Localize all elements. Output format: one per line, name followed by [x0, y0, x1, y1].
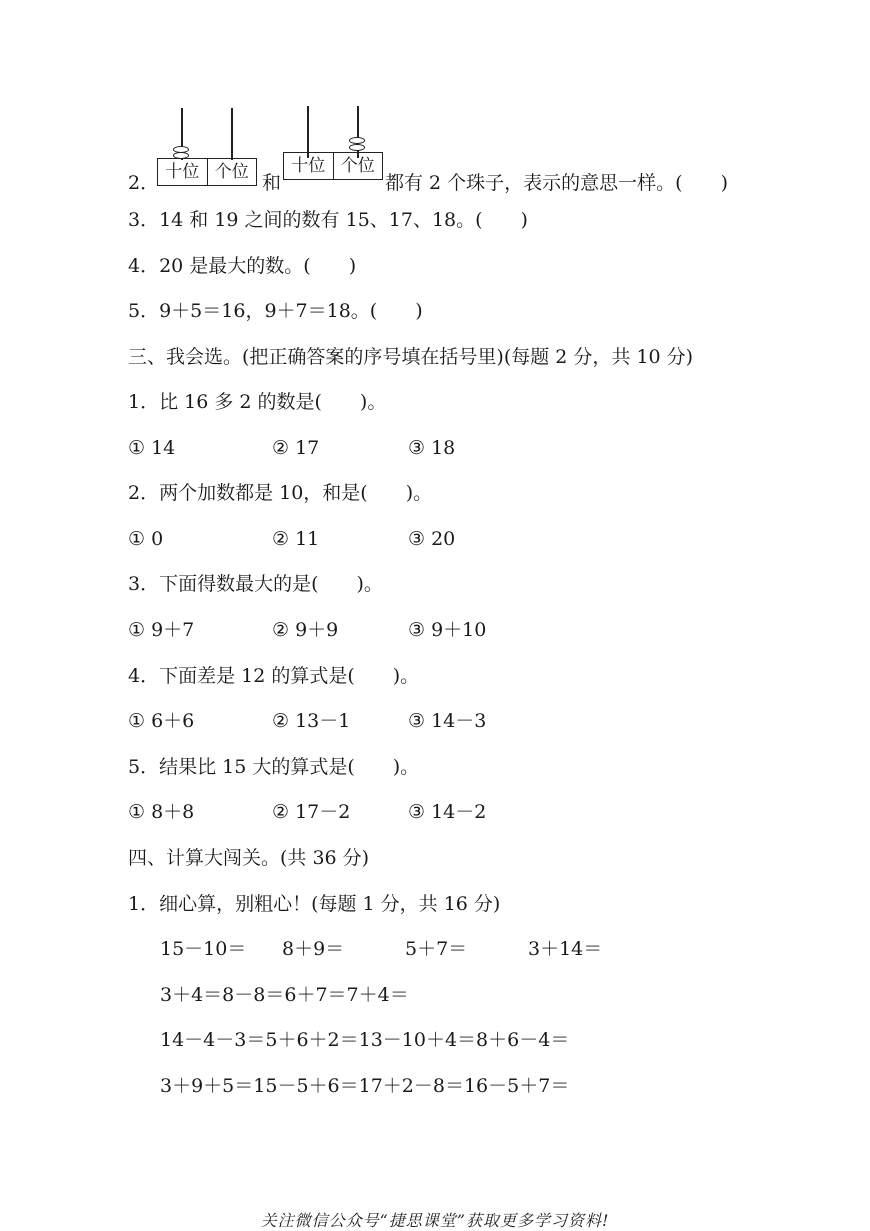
choice-q2: 2．两个加数都是 10，和是( )。 — [128, 482, 433, 504]
choice-q3-option-2: ② 9＋9 — [272, 619, 339, 641]
calc-sub-heading: 1．细心算，别粗心！(每题 1 分，共 16 分) — [128, 893, 501, 915]
choice-q4-option-3: ③ 14－3 — [408, 710, 487, 732]
choice-q3-option-1: ① 9＋7 — [128, 619, 195, 641]
choice-q4: 4．下面差是 12 的算式是( )。 — [128, 665, 420, 687]
calc-row-3: 14－4－3＝5＋6＋2＝13－10＋4＝8＋6－4＝ — [160, 1029, 570, 1051]
abacus-left — [157, 108, 257, 188]
choice-q2-option-2: ② 11 — [272, 528, 320, 550]
choice-q1-option-2: ② 17 — [272, 437, 320, 459]
calc-item: 3＋14＝ — [528, 938, 603, 960]
judge-q4: 4．20 是最大的数。( ) — [128, 255, 357, 277]
calc-row-2: 3＋4＝8－8＝6＋7＝7＋4＝ — [160, 984, 409, 1006]
choice-q2-option-3: ③ 20 — [408, 528, 456, 550]
calc-row-4: 3＋9＋5＝15－5＋6＝17＋2－8＝16－5＋7＝ — [160, 1075, 570, 1097]
choice-q5-option-1: ① 8＋8 — [128, 801, 195, 823]
choice-q3: 3．下面得数最大的是( )。 — [128, 573, 383, 595]
tens-rod — [307, 106, 309, 158]
choice-q5-option-2: ② 17－2 — [272, 801, 351, 823]
choice-q3-option-3: ③ 9＋10 — [408, 619, 487, 641]
choice-q5-option-3: ③ 14－2 — [408, 801, 487, 823]
ones-label: 个位 — [333, 153, 383, 179]
choice-q4-option-1: ① 6＋6 — [128, 710, 195, 732]
calc-item: 15－10＝ — [160, 938, 247, 960]
ones-label: 个位 — [207, 159, 257, 185]
judge-q5: 5．9＋5＝16，9＋7＝18。( ) — [128, 300, 423, 322]
choice-q1-option-1: ① 14 — [128, 437, 176, 459]
place-value-box — [157, 158, 257, 186]
judge-q2-mid: 和 — [262, 172, 282, 194]
choice-q1-option-3: ③ 18 — [408, 437, 456, 459]
tens-label: 十位 — [291, 156, 326, 176]
bead-icon — [349, 137, 365, 144]
choice-q2-option-1: ① 0 — [128, 528, 164, 550]
abacus-right — [283, 106, 383, 186]
place-value-box — [283, 152, 383, 180]
choice-q1: 1．比 16 多 2 的数是( )。 — [128, 391, 387, 413]
calc-item: 5＋7＝ — [405, 938, 468, 960]
tens-label: 十位 — [165, 162, 200, 182]
choice-q4-option-2: ② 13－1 — [272, 710, 351, 732]
choice-q5: 5．结果比 15 大的算式是( )。 — [128, 756, 420, 778]
bead-icon — [349, 144, 365, 151]
footer-note: 关注微信公众号“捷思课堂”获取更多学习资料! — [260, 1211, 610, 1230]
calc-item: 8＋9＝ — [282, 938, 345, 960]
calc-heading: 四、计算大闯关。(共 36 分) — [128, 847, 370, 869]
judge-q3: 3．14 和 19 之间的数有 15、17、18。( ) — [128, 209, 528, 231]
judge-q2-suffix: 都有 2 个珠子，表示的意思一样。( ) — [385, 172, 728, 194]
choice-heading: 三、我会选。(把正确答案的序号填在括号里)(每题 2 分，共 10 分) — [128, 346, 694, 368]
judge-q2-prefix: 2． — [128, 172, 160, 194]
ones-rod — [231, 108, 233, 160]
